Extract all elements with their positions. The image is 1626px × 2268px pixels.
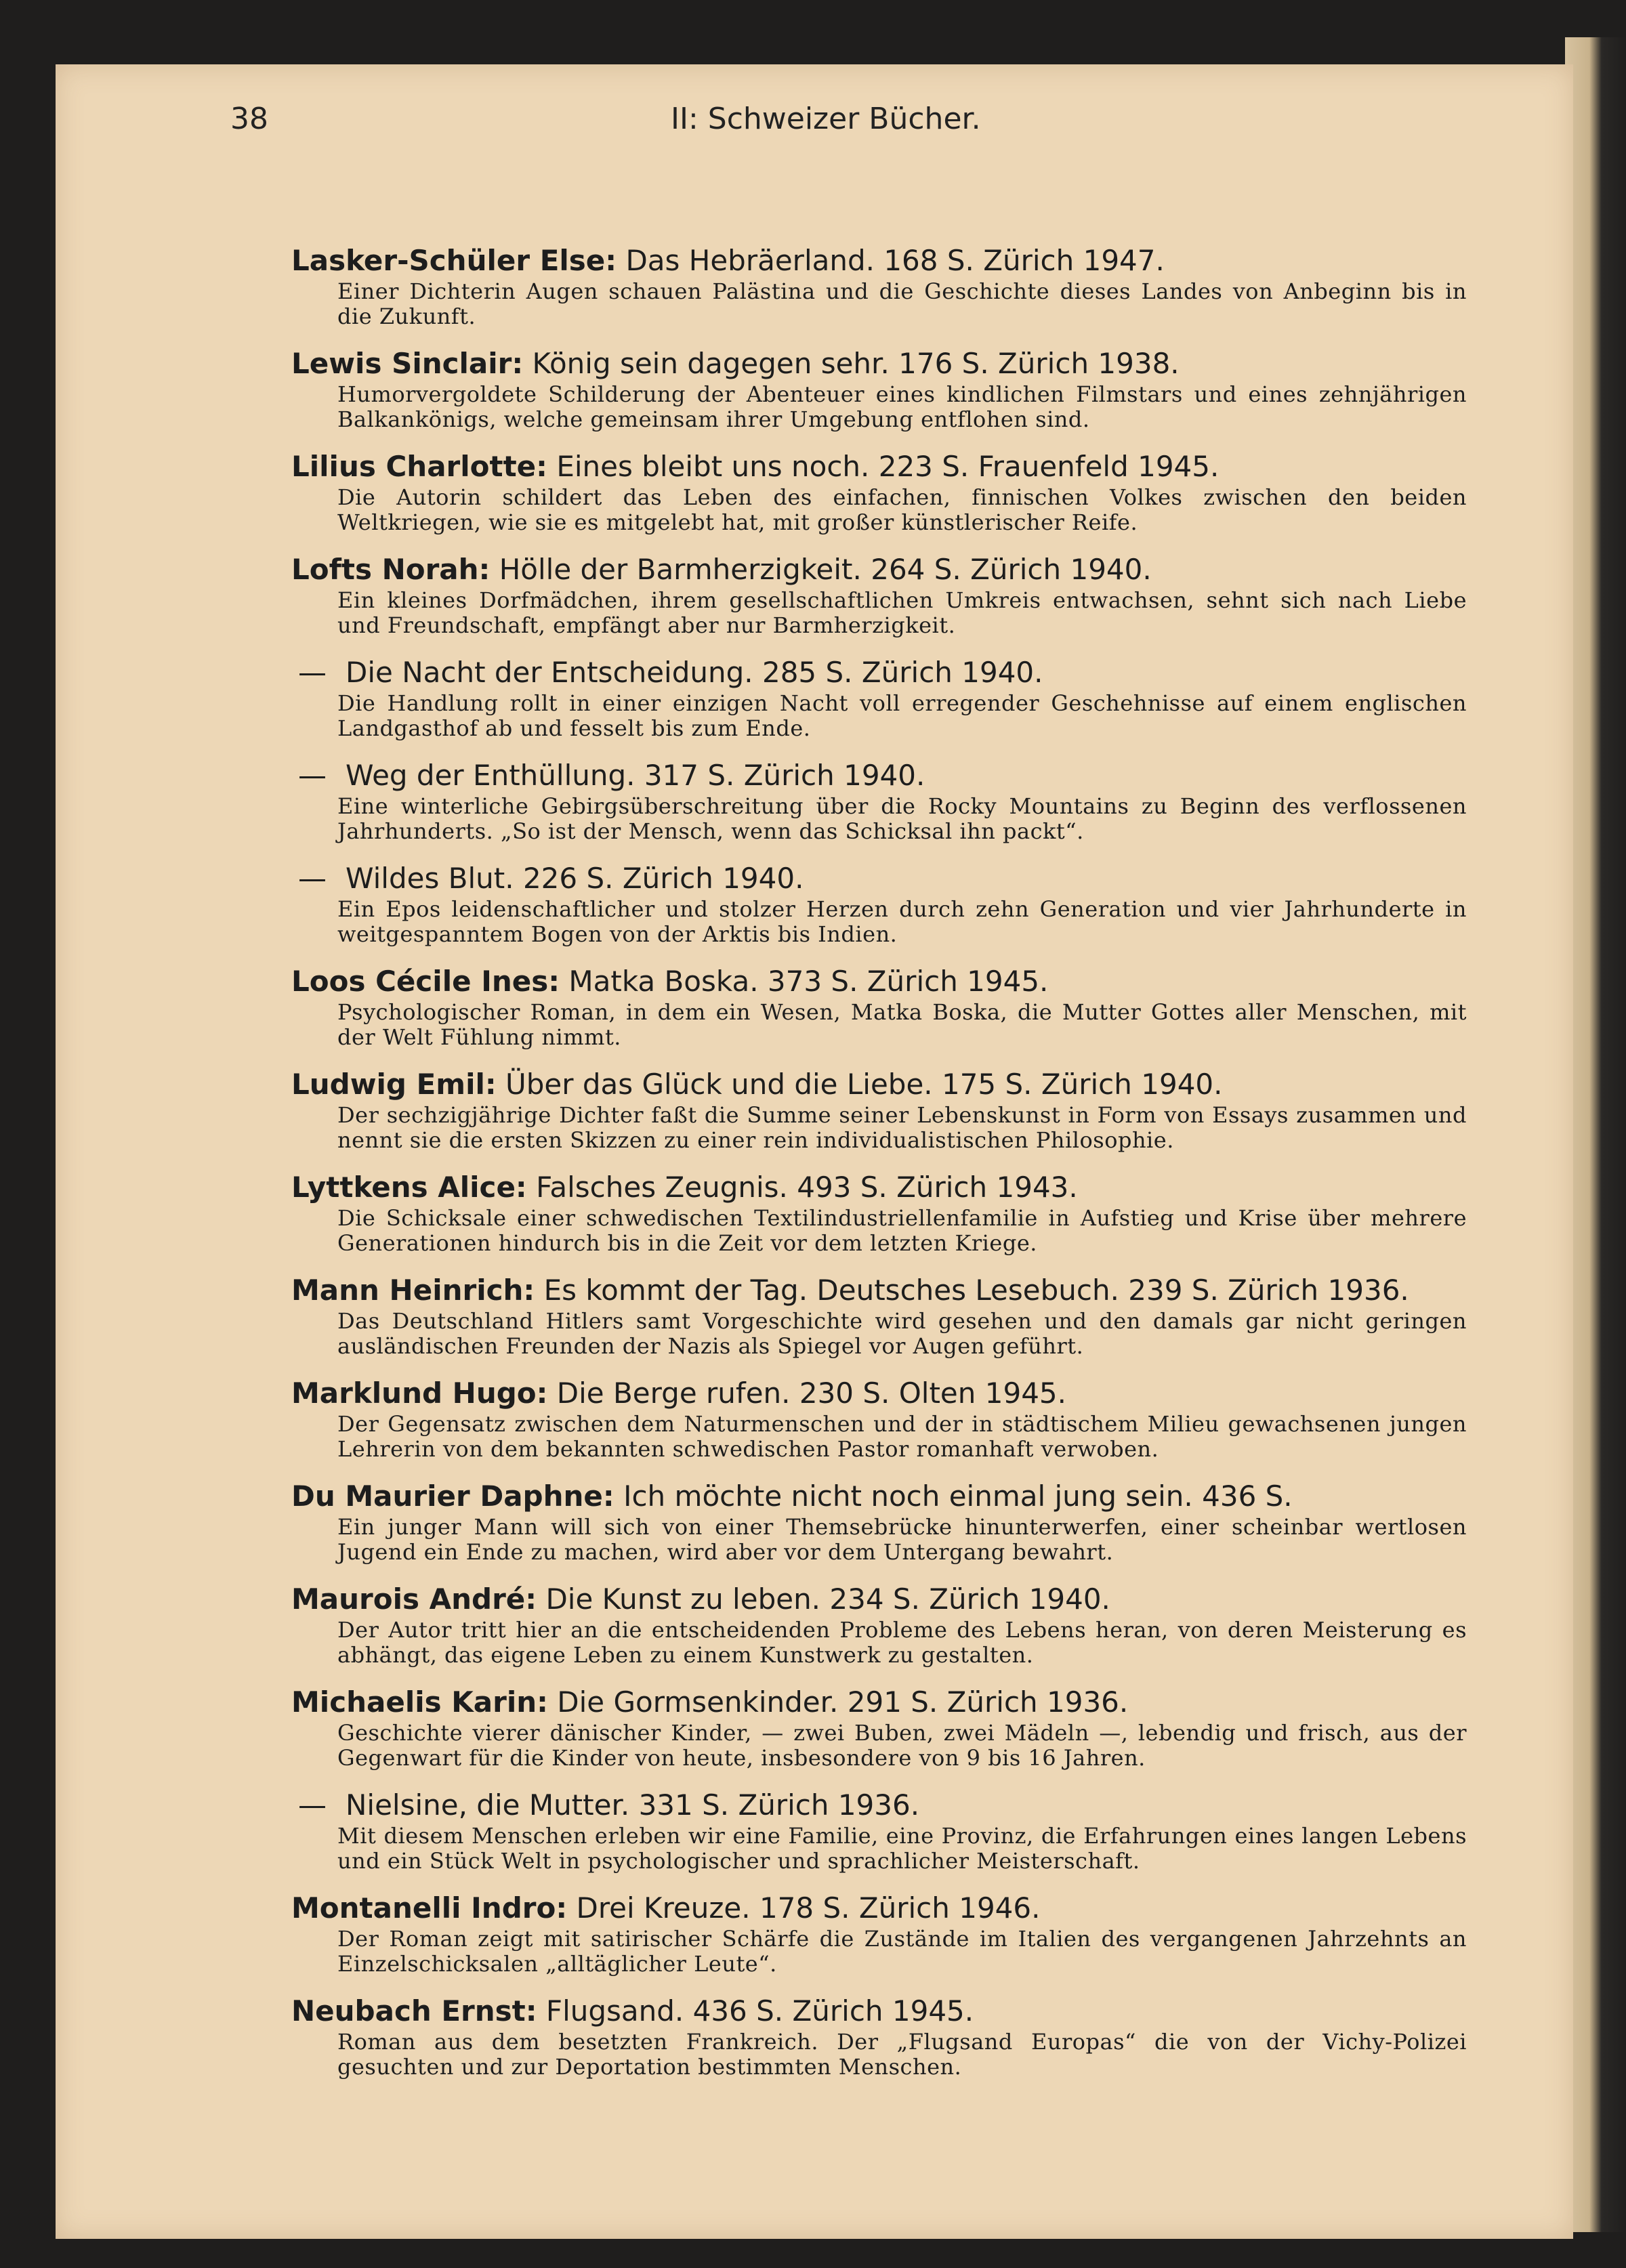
entry-heading — [291, 1375, 1467, 1412]
list-item — [291, 963, 1467, 1050]
entry-description: Die Autorin schildert das Leben des einfachen, finnischen Volkes zwischen den beiden Weltkriegen, wie sie es mitgelebt hat, mit großer künstlerischer Reife. — [337, 484, 1467, 535]
entry-author: Marklund Hugo: — [291, 1377, 548, 1410]
bibliography-list — [291, 243, 1467, 2096]
list-item — [291, 551, 1467, 638]
entry-heading — [291, 654, 1467, 691]
entry-description: Der sechzigjährige Dichter faßt die Summe seiner Lebenskunst in Form von Essays zusammen und nennt sie die ersten Skizzen zu einer rein individualistischen Philosophie. — [337, 1102, 1467, 1153]
list-item — [291, 345, 1467, 432]
entry-description: Die Handlung rollt in einer einzigen Nacht voll erregender Geschehnisse auf einem englischen Landgasthof ab und fesselt bis zum Ende. — [337, 690, 1467, 741]
entry-heading — [291, 1272, 1467, 1309]
entry-description: Roman aus dem besetzten Frankreich. Der „Flugsand Europas“ die von der Vichy-Polizei gesuchten und zur Deportation bestimmten Menschen. — [337, 2029, 1467, 2080]
entry-title: Falsches Zeugnis. 493 S. Zürich 1943. — [536, 1171, 1078, 1204]
entry-title: Die Berge rufen. 230 S. Olten 1945. — [556, 1377, 1066, 1410]
entry-description: Der Roman zeigt mit satirischer Schärfe die Zustände im Italien des vergangenen Jahrzehnts an Einzelschicksalen „alltäglicher Leute“. — [337, 1926, 1467, 1977]
entry-heading — [291, 1890, 1467, 1927]
entry-description: Ein junger Mann will sich von einer Themsebrücke hinunterwerfen, einer scheinbar wertlosen Jugend ein Ende zu machen, wird aber vor dem Untergang bewahrt. — [337, 1514, 1467, 1565]
entry-heading — [291, 1478, 1467, 1515]
repeat-author-dash: — — [298, 862, 327, 895]
list-item — [291, 757, 1467, 844]
entry-author: Lyttkens Alice: — [291, 1171, 527, 1204]
entry-author: Neubach Ernst: — [291, 1994, 537, 2028]
entry-description: Die Schicksale einer schwedischen Textilindustriellenfamilie in Aufstieg und Krise über mehrere Generationen hindurch bis in die Zeit vor dem letzten Kriege. — [337, 1205, 1467, 1256]
entry-description: Einer Dichterin Augen schauen Palästina und die Geschichte dieses Landes von Anbeginn bis in die Zukunft. — [337, 278, 1467, 329]
entry-author: Lofts Norah: — [291, 553, 491, 586]
list-item — [291, 1787, 1467, 1874]
entry-author: Montanelli Indro: — [291, 1891, 568, 1925]
entry-title: Die Gormsenkinder. 291 S. Zürich 1936. — [557, 1685, 1129, 1719]
book-edge — [1565, 37, 1626, 2232]
entry-title: Das Hebräerland. 168 S. Zürich 1947. — [625, 244, 1165, 277]
entry-title: Hölle der Barmherzigkeit. 264 S. Zürich 1940. — [499, 553, 1152, 586]
list-item — [291, 243, 1467, 329]
entry-title: Über das Glück und die Liebe. 175 S. Zürich 1940. — [505, 1068, 1223, 1101]
entry-title: Ich möchte nicht noch einmal jung sein. 436 S. — [623, 1479, 1293, 1513]
list-item — [291, 1993, 1467, 2080]
repeat-author-dash: — — [298, 759, 327, 792]
list-item — [291, 1272, 1467, 1359]
entry-title: Wildes Blut. 226 S. Zürich 1940. — [346, 862, 804, 895]
entry-description: Der Gegensatz zwischen dem Naturmenschen und der in städtischem Milieu gewachsenen jungen Lehrerin von dem bekannten schwedischen Pastor romanhaft verwoben. — [337, 1411, 1467, 1462]
running-head: II: Schweizer Bücher. — [671, 102, 981, 136]
entry-heading — [291, 757, 1467, 794]
entry-description: Das Deutschland Hitlers samt Vorgeschichte wird gesehen und den damals gar nicht geringen ausländischen Freunden der Nazis als Spiegel vor Augen geführt. — [337, 1308, 1467, 1359]
entry-heading — [291, 551, 1467, 588]
list-item — [291, 1684, 1467, 1771]
repeat-author-dash: — — [298, 1788, 327, 1822]
entry-author: Mann Heinrich: — [291, 1274, 535, 1307]
entry-author: Loos Cécile Ines: — [291, 965, 560, 998]
entry-heading — [291, 1993, 1467, 2030]
page-number: 38 — [230, 102, 268, 136]
entry-title: Nielsine, die Mutter. 331 S. Zürich 1936. — [346, 1788, 920, 1822]
entry-heading — [291, 860, 1467, 897]
entry-description: Ein kleines Dorfmädchen, ihrem gesellschaftlichen Umkreis entwachsen, sehnt sich nach Liebe und Freundschaft, empfängt aber nur Barmherzigkeit. — [337, 587, 1467, 638]
entry-author: Lewis Sinclair: — [291, 347, 524, 380]
list-item — [291, 1375, 1467, 1462]
entry-title: Matka Boska. 373 S. Zürich 1945. — [568, 965, 1049, 998]
entry-title: Weg der Enthüllung. 317 S. Zürich 1940. — [346, 759, 925, 792]
entry-heading — [291, 1787, 1467, 1824]
entry-description: Mit diesem Menschen erleben wir eine Familie, eine Provinz, die Erfahrungen eines langen Lebens und ein Stück Welt in psychologischer und sprachlicher Meisterschaft. — [337, 1823, 1467, 1874]
entry-heading — [291, 243, 1467, 279]
repeat-author-dash: — — [298, 656, 327, 689]
entry-heading — [291, 1684, 1467, 1721]
entry-heading — [291, 1581, 1467, 1618]
entry-heading — [291, 345, 1467, 382]
list-item — [291, 1581, 1467, 1668]
list-item — [291, 1478, 1467, 1565]
list-item — [291, 1890, 1467, 1977]
entry-heading — [291, 963, 1467, 1000]
entry-author: Maurois André: — [291, 1582, 537, 1616]
entry-description: Ein Epos leidenschaftlicher und stolzer Herzen durch zehn Generation und vier Jahrhunderte in weitgespanntem Bogen von der Arktis bis Indien. — [337, 896, 1467, 947]
entry-author: Ludwig Emil: — [291, 1068, 497, 1101]
list-item — [291, 654, 1467, 741]
entry-title: Die Kunst zu leben. 234 S. Zürich 1940. — [545, 1582, 1110, 1616]
list-item — [291, 1169, 1467, 1256]
list-item — [291, 860, 1467, 947]
entry-title: Flugsand. 436 S. Zürich 1945. — [545, 1994, 974, 2028]
entry-author: Lilius Charlotte: — [291, 450, 547, 483]
entry-description: Der Autor tritt hier an die entscheidenden Probleme des Lebens heran, von deren Meisterung es abhängt, das eigene Leben zu einem Kunstwerk zu gestalten. — [337, 1617, 1467, 1668]
entry-heading — [291, 1066, 1467, 1103]
entry-title: Eines bleibt uns noch. 223 S. Frauenfeld 1945. — [556, 450, 1220, 483]
list-item — [291, 448, 1467, 535]
entry-title: Die Nacht der Entscheidung. 285 S. Zürich 1940. — [346, 656, 1043, 689]
entry-description: Humorvergoldete Schilderung der Abenteuer eines kindlichen Filmstars und eines zehnjährigen Balkankönigs, welche gemeinsam ihrer Umgebung entflohen sind. — [337, 381, 1467, 432]
entry-heading — [291, 448, 1467, 485]
entry-author: Du Maurier Daphne: — [291, 1479, 614, 1513]
entry-heading — [291, 1169, 1467, 1206]
list-item — [291, 1066, 1467, 1153]
entry-author: Lasker-Schüler Else: — [291, 244, 617, 277]
entry-author: Michaelis Karin: — [291, 1685, 548, 1719]
entry-title: Es kommt der Tag. Deutsches Lesebuch. 239 S. Zürich 1936. — [543, 1274, 1409, 1307]
entry-description: Eine winterliche Gebirgsüberschreitung über die Rocky Mountains zu Beginn des verflossenen Jahrhunderts. „So ist der Mensch, wenn das Schicksal ihn packt“. — [337, 793, 1467, 844]
entry-description: Psychologischer Roman, in dem ein Wesen, Matka Boska, die Mutter Gottes aller Menschen, mit der Welt Fühlung nimmt. — [337, 999, 1467, 1050]
entry-description: Geschichte vierer dänischer Kinder, — zwei Buben, zwei Mädeln —, lebendig und frisch, aus der Gegenwart für die Kinder von heute, insbesondere von 9 bis 16 Jahren. — [337, 1720, 1467, 1771]
entry-title: König sein dagegen sehr. 176 S. Zürich 1938. — [532, 347, 1180, 380]
page-header — [230, 102, 1436, 156]
entry-title: Drei Kreuze. 178 S. Zürich 1946. — [576, 1891, 1041, 1925]
